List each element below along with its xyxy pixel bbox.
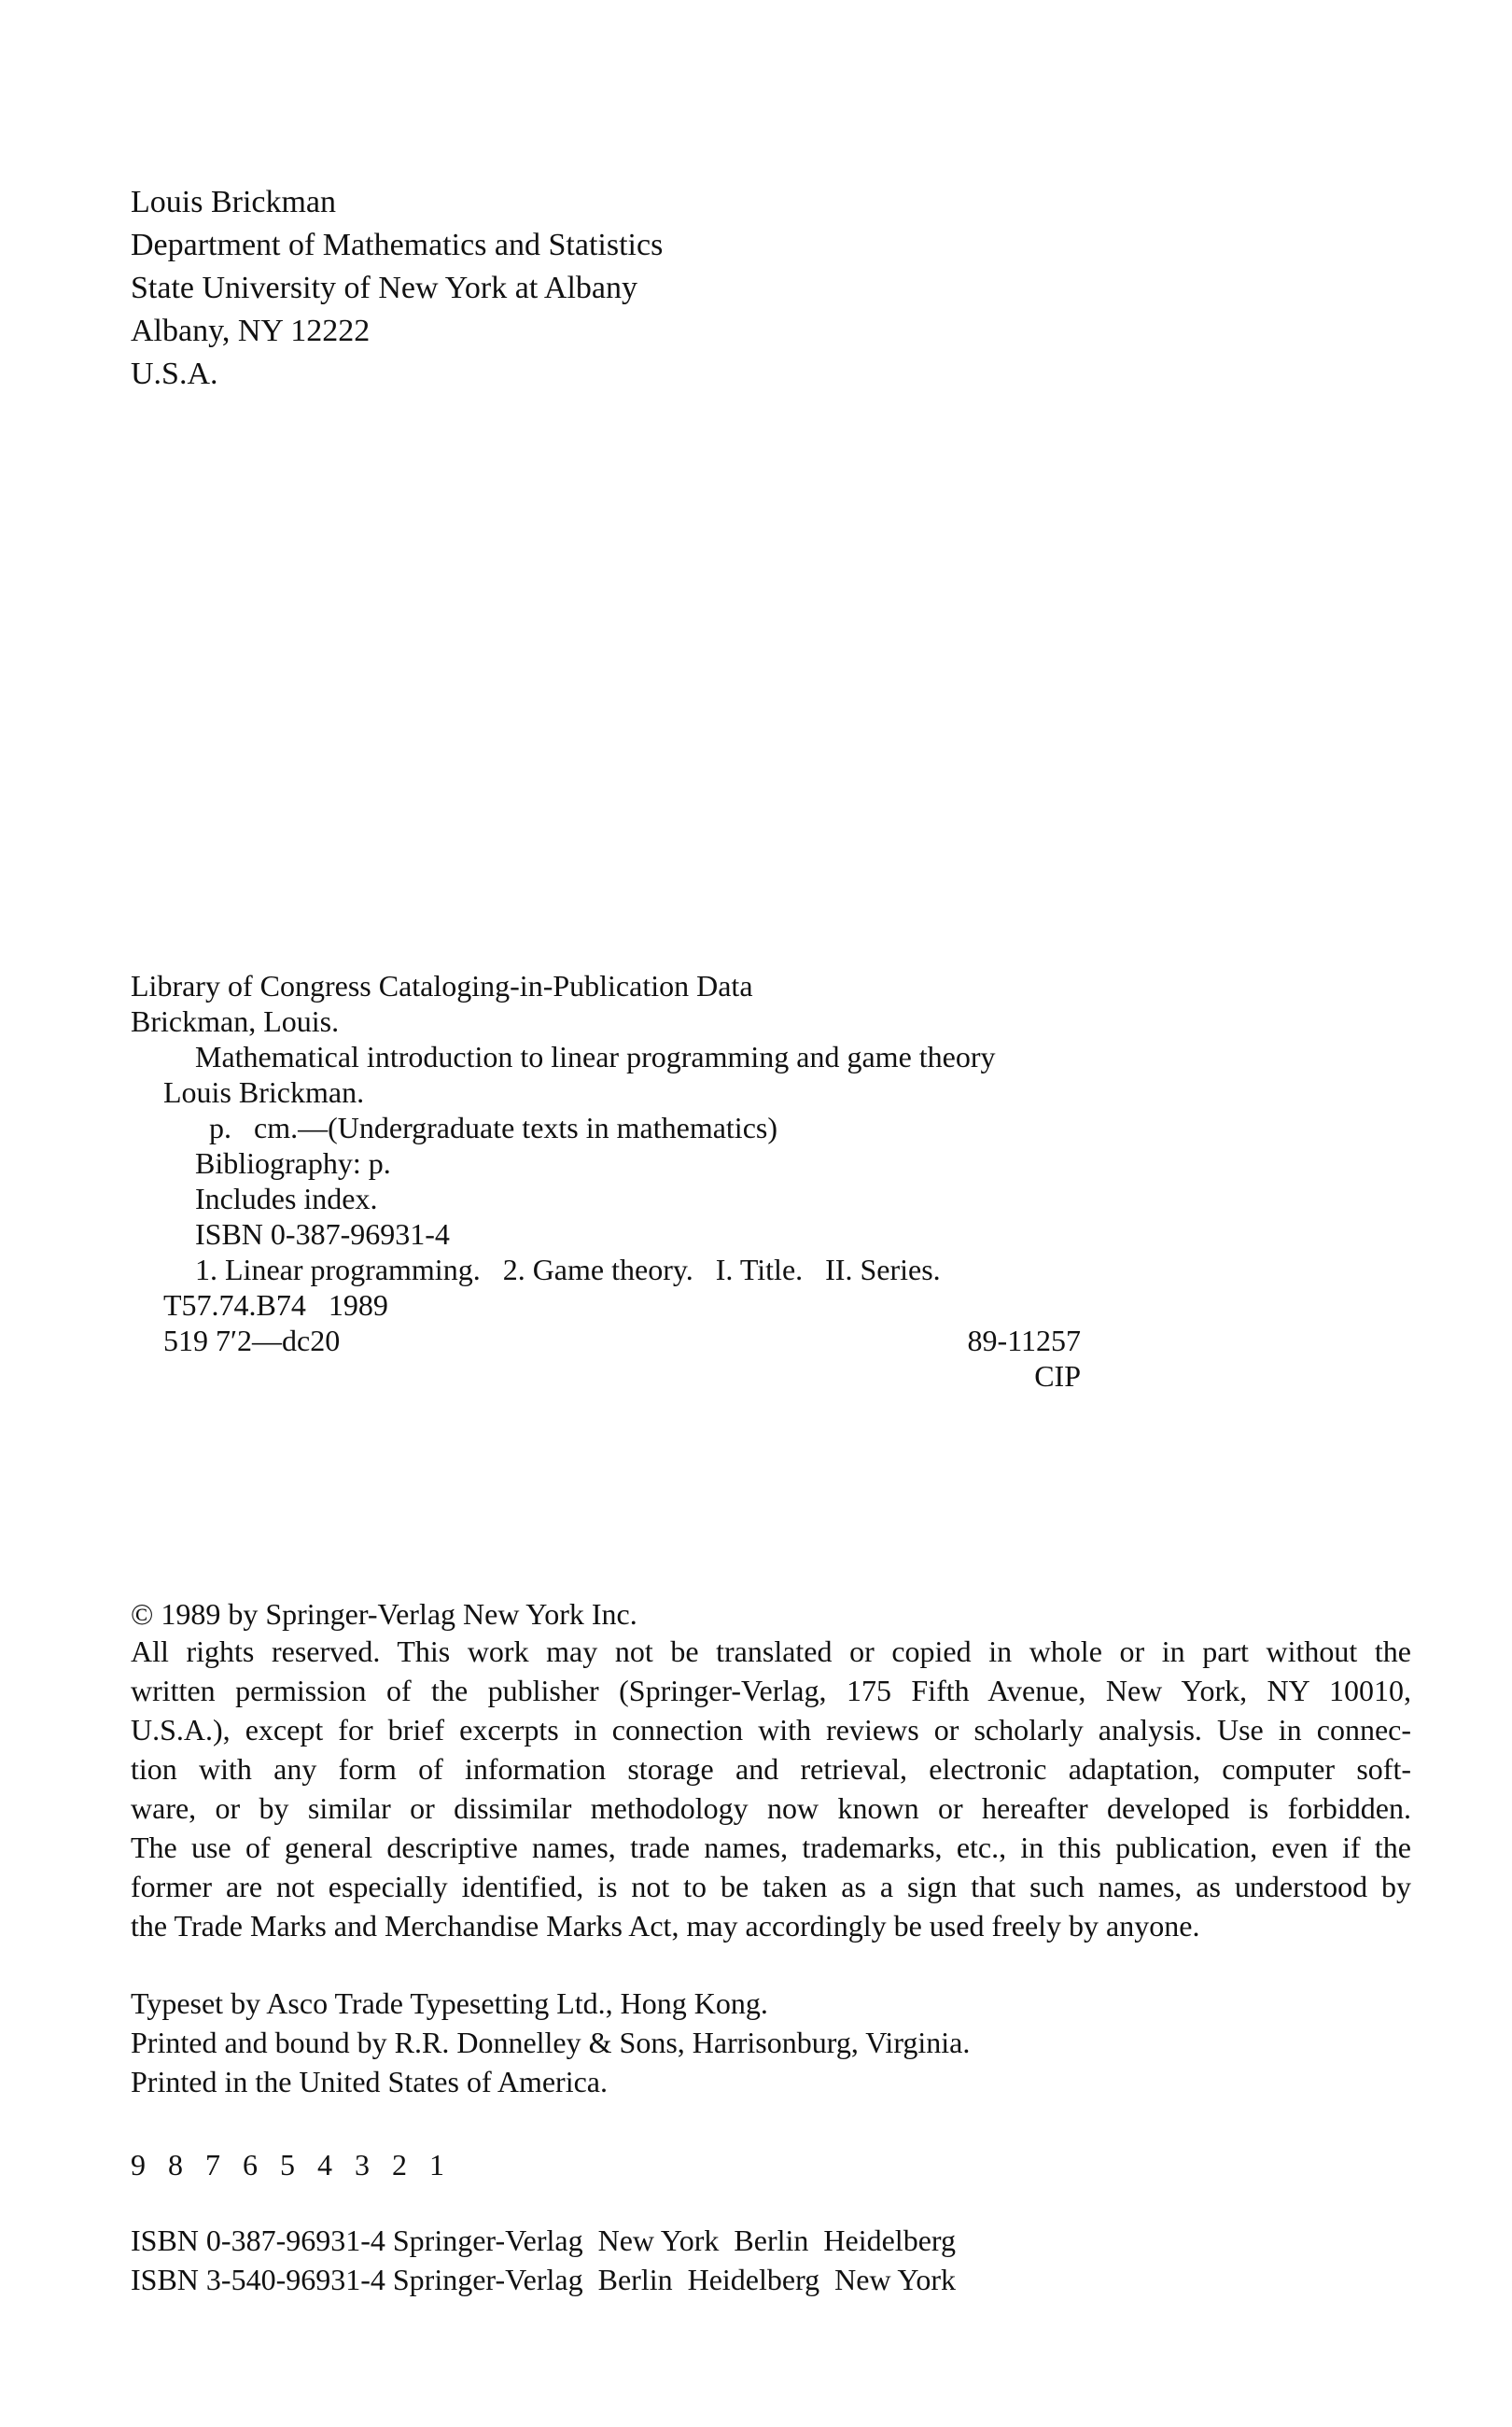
cip-label: CIP [1034,1359,1081,1393]
copyright-line: former are not especially identified, is not to be taken as a sign that such names, as understood by [131,1870,1411,1903]
cip-subjects: 1. Linear programming. 2. Game theory. I. Title. II. Series. [195,1253,941,1286]
copyright-notice: © 1989 by Springer-Verlag New York Inc. [131,1597,637,1631]
copyright-line: ware, or by similar or dissimilar methodology now known or hereafter developed is forbidden. [131,1791,1411,1825]
country-of-print: Printed in the United States of America. [131,2065,608,2098]
cip-isbn: ISBN 0-387-96931-4 [195,1217,450,1251]
cip-lccn: 89-11257 [967,1324,1081,1357]
typeset-credit: Typeset by Asco Trade Typesetting Ltd., Hong Kong. [131,1986,768,2020]
cip-heading: Library of Congress Cataloging-in-Publication Data [131,969,753,1003]
cip-dewey: 519 7′2—dc20 [163,1324,341,1357]
isbn-line: ISBN 0-387-96931-4 Springer-Verlag New York Berlin Heidelberg [131,2224,956,2257]
author-name: Louis Brickman [131,185,337,219]
author-country: U.S.A. [131,357,218,391]
cip-physical: p. cm.—(Undergraduate texts in mathematics) [209,1111,777,1144]
copyright-line: The use of general descriptive names, trade names, trademarks, etc., in this publication, even if the [131,1831,1411,1864]
author-city: Albany, NY 12222 [131,314,371,348]
isbn-line: ISBN 3-540-96931-4 Springer-Verlag Berlin Heidelberg New York [131,2263,956,2296]
author-department: Department of Mathematics and Statistics [131,228,664,262]
copyright-line: the Trade Marks and Merchandise Marks Act, may accordingly be used freely by anyone. [131,1909,1200,1943]
copyright-line: All rights reserved. This work may not be translated or copied in whole or in part without the [131,1634,1411,1668]
cip-bibliography: Bibliography: p. [195,1146,391,1180]
copyright-line: tion with any form of information storage and retrieval, electronic adaptation, computer soft- [131,1752,1411,1786]
cip-title-line2: Louis Brickman. [163,1075,365,1109]
copyright-line: U.S.A.), except for brief excerpts in connection with reviews or scholarly analysis. Use in connec- [131,1713,1411,1747]
copyright-line: written permission of the publisher (Springer-Verlag, 175 Fifth Avenue, New York, NY 10010, [131,1674,1411,1707]
cip-index: Includes index. [195,1182,378,1215]
printing-line: 9 8 7 6 5 4 3 2 1 [131,2148,452,2181]
cip-lc-class: T57.74.B74 1989 [163,1288,388,1322]
author-university: State University of New York at Albany [131,271,638,305]
cip-title-line1: Mathematical introduction to linear programming and game theory [195,1040,996,1073]
cip-author: Brickman, Louis. [131,1004,340,1038]
printing-credit: Printed and bound by R.R. Donnelley & Sons, Harrisonburg, Virginia. [131,2026,971,2059]
